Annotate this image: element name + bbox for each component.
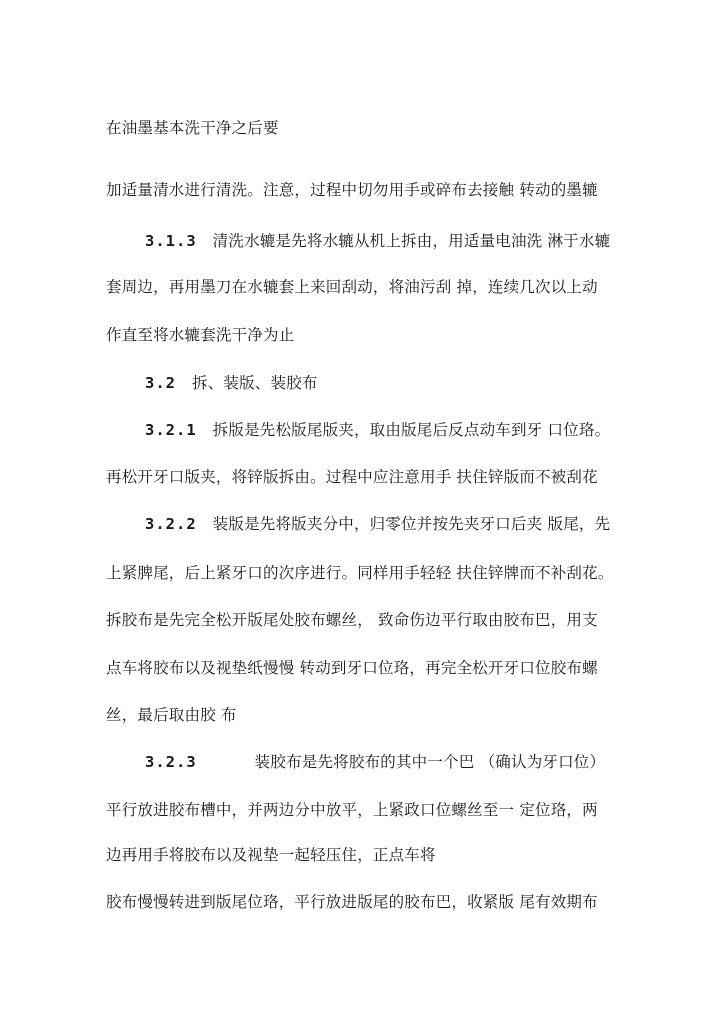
line-text: 加适量清水进行清洗。注意，过程中切勿用手或碎布去接触 转动的墨辘 [106,181,598,199]
line-text: 装版是先将版夹分中，归零位并按先夹牙口后夹 版尾，先 [212,515,611,533]
line-text: 拆、装版、装胶布 [192,374,318,392]
section-number: 3.2 [145,374,176,392]
line-text: 再松开牙口版夹，将锌版拆由。过程中应注意用手 扶住锌版而不被刮花 [106,468,598,486]
paragraph-line [106,610,598,630]
paragraph-line [106,892,598,912]
line-text: 套周边，再用墨刀在水辘套上来回刮动，将油污刮 掉，连续几次以上动 [106,278,598,296]
paragraph-line [106,658,598,678]
paragraph-line [106,563,614,583]
line-text: 上紧脾尾，后上紧牙口的次序进行。同样用手轻轻 扶住锌牌而不补刮花。 [106,564,614,582]
paragraph-line [106,845,436,865]
paragraph-line [106,277,598,297]
paragraph-line [106,180,598,200]
paragraph-line [106,705,237,725]
section-heading-3-2-2 [145,514,610,534]
section-number: 3.2.3 [145,753,197,771]
line-text: 拆版是先松版尾版夹，取由版尾后反点动车到牙 口位珞。 [212,421,611,439]
section-number: 3.2.1 [145,421,197,439]
paragraph-line [106,800,598,820]
section-number: 3.1.3 [145,232,197,250]
paragraph-line [106,325,294,345]
line-text: 点车将胶布以及视垫纸慢慢 转动到牙口位珞，再完全松开牙口位胶布螺 [106,659,598,677]
line-text: 胶布慢慢转进到版尾位珞，平行放进版尾的胶布巴，收紧版 尾有效期布 [106,893,598,911]
line-text: 拆胶布是先完全松开版尾处胶布螺丝， 致命伤边平行取由胶布巴，用支 [106,611,598,629]
paragraph-line [106,118,279,138]
line-text: 作直至将水辘套洗干净为止 [106,326,295,344]
line-text: 边再用手将胶布以及视垫一起轻压住，正点车将 [106,846,436,864]
section-number: 3.2.2 [145,515,197,533]
line-text: 丝，最后取由胶 布 [106,706,237,724]
line-text: 在油墨基本洗干净之后要 [106,119,279,137]
section-heading-3-2-1 [145,420,610,440]
line-text: 清洗水辘是先将水辘从机上拆由，用适量电油洗 淋于水辘 [212,232,611,250]
line-text: 装胶布是先将胶布的其中一个巴 （确认为牙口位） [254,753,606,771]
section-heading-3-2-3 [145,752,605,772]
section-heading-3-2 [145,373,318,393]
section-heading-3-1-3 [145,231,610,251]
paragraph-line [106,467,598,487]
line-text: 平行放进胶布槽中，并两边分中放平，上紧政口位螺丝至一 定位珞，两 [106,801,598,819]
